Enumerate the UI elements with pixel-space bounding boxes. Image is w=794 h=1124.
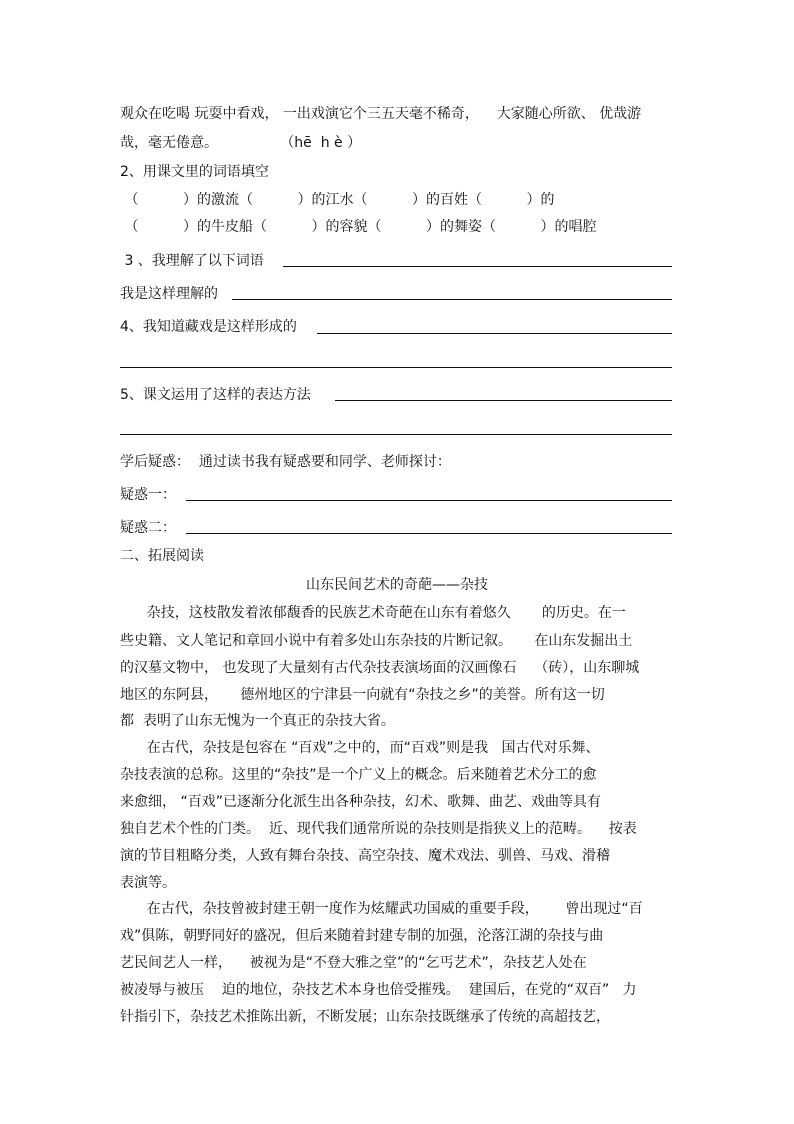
question-5-answer-line[interactable] [335,400,672,401]
paragraph-3-line: 被凌辱与被压 迫的地位，杂技艺术本身也倍受摧残。 建国后，在党的“双百” 力 [120,982,637,998]
question-4-answer-line-2[interactable] [120,367,672,368]
paragraph-1-line: 杂技，这枝散发着浓郁馥香的民族艺术奇葩在山东有着悠久 的历史。在一 [120,605,626,621]
question-2-title: 2、用课文里的词语填空 [120,164,269,180]
question-4-label: 4、我知道藏戏是这样形成的 [120,319,297,335]
paragraph-2-line: 独自艺术个性的门类。 近、现代我们通常所说的杂技则是指狭义上的范畴。 按表 [120,821,637,837]
paragraph-2-line: 演的节目粗略分类，人致有舞台杂技、高空杂技、魔术戏法、驯兽、马戏、滑稽 [120,848,610,864]
doubt-2-label: 疑惑二： [120,520,176,536]
article-title: 山东民间艺术的奇葩——杂技 [306,577,488,593]
question-4-answer-line[interactable] [317,333,672,334]
paragraph-2-line: 杂技表演的总称。这里的“杂技”是一个广义上的概念。后来随着艺术分工的愈 [120,767,597,783]
question-3-answer-line[interactable] [283,266,672,267]
question-3-sub-label: 我是这样理解的 [120,286,218,302]
doubt-1-answer-line[interactable] [186,500,672,501]
question-3-sub-answer-line[interactable] [232,299,672,300]
question-5-answer-line-2[interactable] [120,434,672,435]
paragraph-3-line: 在古代，杂技曾被封建王朝一度作为炫耀武功国威的重要手段， 曾出现过“百 [120,901,643,917]
section-2-heading: 二、拓展阅读 [120,548,204,564]
doubt-2-answer-line[interactable] [186,533,672,534]
doubts-intro: 学后疑惑： 通过读书我有疑惑要和同学、老师探讨： [120,454,451,470]
intro-line-1: 观众在吃喝 玩耍中看戏， 一出戏演它个三五天毫不稀奇， 大家随心所欲、 优哉游 [120,106,642,122]
paragraph-3-line: 戏”俱陈，朝野同好的盛况，但后来随着封建专制的加强，沦落江湖的杂技与曲 [120,928,604,944]
paragraph-3-line: 艺民间艺人一样， 被视为是“不登大雅之堂”的“乞丐艺术”，杂技艺人处在 [120,955,587,971]
question-2-row-1: （ ）的激流（ ）的江水（ ）的百姓（ ）的 [120,192,555,208]
paragraph-1-line: 都 表明了山东无愧为一个真正的杂技大省。 [120,713,395,729]
paragraph-2-line: 来愈细， “百戏”已逐渐分化派生出各种杂技，幻术、歌舞、曲艺、戏曲等具有 [120,794,601,810]
question-3-label: 3 、我理解了以下词语 [120,253,264,269]
paragraph-1-line: 的汉墓文物中， 也发现了大量刻有古代杂技表演场面的汉画像石 （砖），山东聊城 [120,660,640,676]
paragraph-1-line: 地区的东阿县， 德州地区的宁津县一向就有“杂技之乡”的美誉。所有这一切 [120,687,605,703]
intro-line-2: 哉，毫无倦意。 （hē h è ） [120,135,362,151]
question-2-row-2: （ ）的牛皮船（ ）的容貌（ ）的舞姿（ ）的唱腔 [120,219,597,235]
question-5-label: 5、课文运用了这样的表达方法 [120,387,311,403]
paragraph-3-line: 针指引下，杂技艺术推陈出新，不断发展；山东杂技既继承了传统的高超技艺， [120,1009,610,1025]
paragraph-1-line: 些史籍、文人笔记和章回小说中有着多处山东杂技的片断记叙。 在山东发掘出土 [120,633,633,649]
doubt-1-label: 疑惑一： [120,487,176,503]
paragraph-2-line: 表演等。 [120,875,176,891]
paragraph-2-line: 在古代，杂技是包容在 “百戏”之中的，而“百戏”则是我 国古代对乐舞、 [120,740,600,756]
